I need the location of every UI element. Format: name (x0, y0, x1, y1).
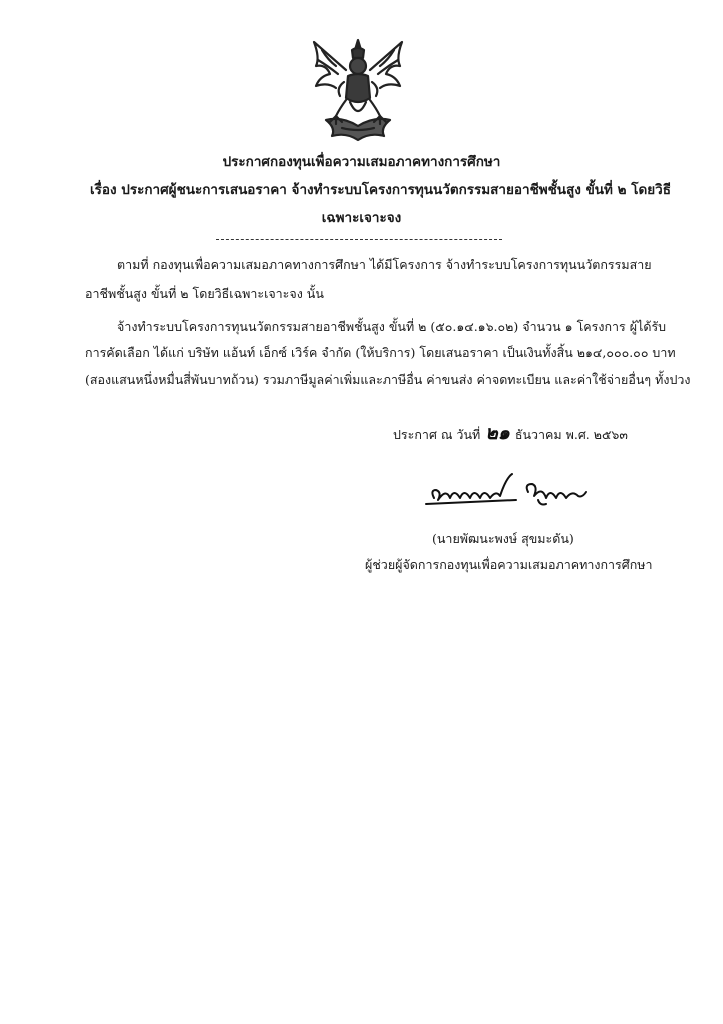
paragraph-2-line-3: (สองแสนหนึ่งหมื่นสี่พันบาทถ้วน) รวมภาษีมูลค่าเพิ่มและภาษีอื่น ค่าขนส่ง ค่าจดทะเบียน และค่าใช้จ่ายอื่นๆ ทั้งปวง (85, 372, 691, 387)
paragraph-1-line-1: ตามที่ กองทุนเพื่อความเสมอภาคทางการศึกษา ได้มีโครงการ จ้างทำระบบโครงการทุนนวัตกรรมสาย (117, 257, 652, 272)
signatory-position: ผู้ช่วยผู้จัดการกองทุนเพื่อความเสมอภาคทางการศึกษา (365, 557, 653, 572)
paragraph-2-line-1: จ้างทำระบบโครงการทุนนวัตกรรมสายอาชีพชั้นสูง ขั้นที่ ๒ (๕๐.๑๔.๑๖.๐๒) จำนวน ๑ โครงการ ผู้ได้รับ (117, 319, 667, 334)
announcement-date (393, 418, 628, 448)
announcement-suffix: ธันวาคม พ.ศ. ๒๕๖๓ (514, 427, 628, 442)
announcement-prefix: ประกาศ ณ วันที่ (393, 427, 481, 442)
document-title: ประกาศกองทุนเพื่อความเสมอภาคทางการศึกษา (222, 154, 501, 170)
paragraph-1-line-2: อาชีพชั้นสูง ขั้นที่ ๒ โดยวิธีเฉพาะเจาะจง นั้น (85, 286, 324, 301)
announcement-day: ๒๑ (485, 422, 510, 444)
document-subject: เรื่อง ประกาศผู้ชนะการเสนอราคา จ้างทำระบบโครงการทุนนวัตกรรมสายอาชีพชั้นสูง ขั้นที่ ๒ โดยวิธี (90, 182, 671, 198)
handwritten-signature (420, 470, 600, 516)
paragraph-2-line-2: การคัดเลือก ได้แก่ บริษัท แอ้นท์ เอ็กซ์ เวิร์ค จำกัด (ให้บริการ) โดยเสนอราคา เป็นเงินทั้งสิ้น ๒๑๔,๐๐๐.๐๐ บาท (85, 345, 676, 360)
garuda-emblem-icon (306, 36, 410, 150)
dashed-divider (216, 239, 502, 240)
signatory-name: (นายพัฒนะพงษ์ สุขมะดัน) (432, 531, 574, 546)
document-subject-continued: เฉพาะเจาะจง (321, 210, 402, 226)
